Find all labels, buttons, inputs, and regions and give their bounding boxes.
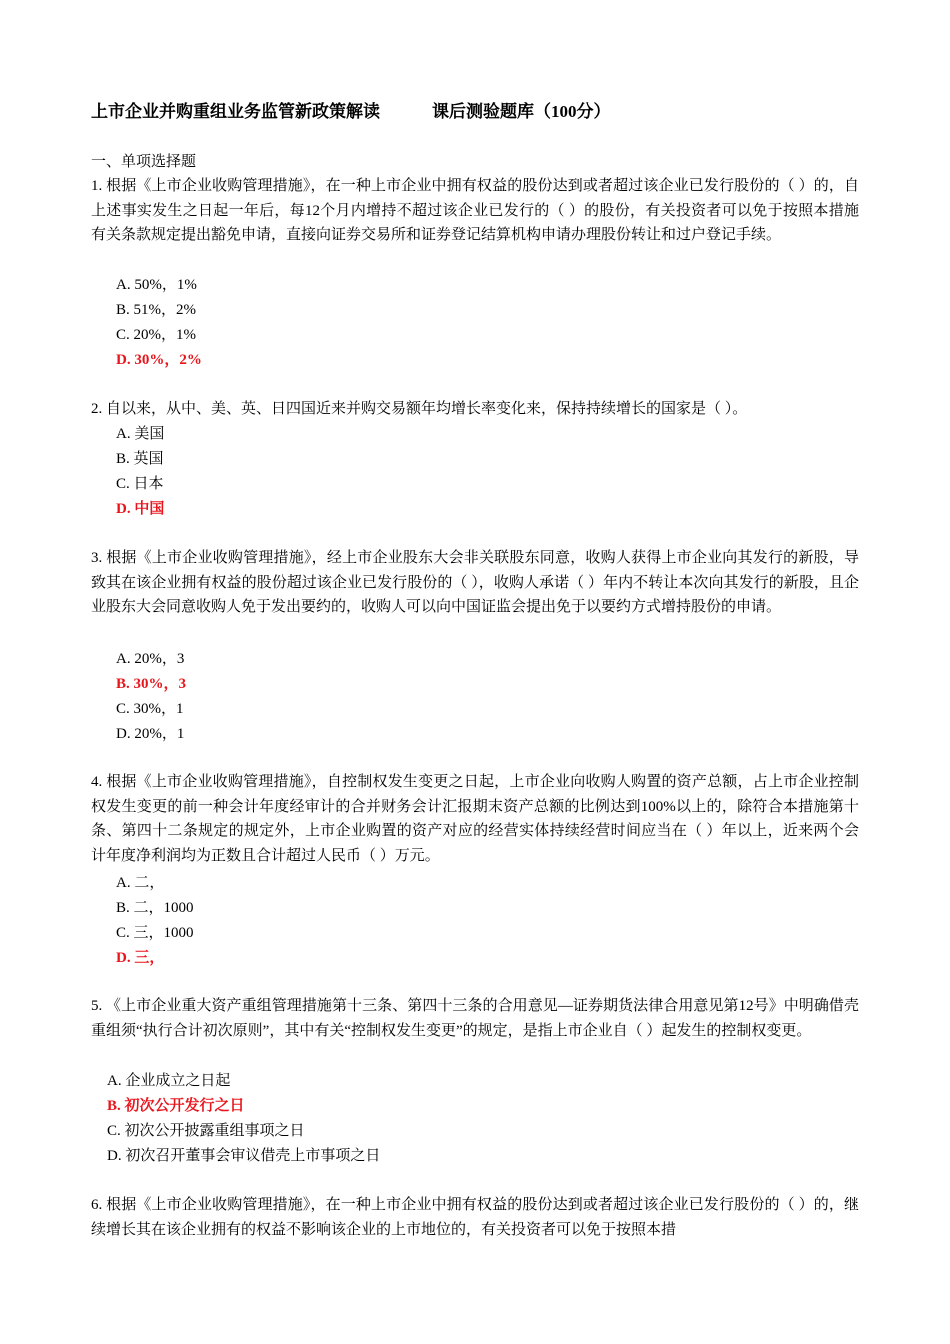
question-5-option-c: C. 初次公开披露重组事项之日 (107, 1122, 305, 1139)
question-2-option-d-correct: D. 中国 (116, 500, 165, 517)
question-3-option-c: C. 30%，1 (116, 700, 184, 717)
question-3-options (116, 647, 186, 747)
title-main: 上市企业并购重组业务监管新政策解读 (91, 102, 380, 121)
question-4-option-a: A. 二， (116, 875, 165, 891)
question-6-text: 6. 根据《上市企业收购管理措施》，在一种上市企业中拥有权益的股份达到或者超过该企业已发行股份的（ ）的，继续增长其在该企业拥有的权益不影响该企业的上市地位的，有关投资者可以免于按照本措 (91, 1197, 859, 1238)
question-4-option-c: C. 三，1000 (116, 924, 194, 941)
question-2-option-a: A. 美国 (116, 426, 165, 442)
question-2-text: 2. 自以来，从中、美、英、日四国近来并购交易额年均增长率变化来，保持持续增长的国家是（ ）。 (91, 401, 748, 417)
question-1-option-b: B. 51%，2% (116, 301, 196, 318)
page-title (91, 100, 859, 124)
question-2-option-b: B. 英国 (116, 450, 164, 467)
question-3-text: 3. 根据《上市企业收购管理措施》，经上市企业股东大会非关联股东同意，收购人获得上市企业向其发行的新股，导致其在该企业拥有权益的股份超过该企业已发行股份的（ ），收购人承诺（ ）年内不转让本次向其发行的新股，且企业股东大会同意收购人免于发出要约的，收购人可以向中国证监会提出免于以要约方式增持股份的申请。 (91, 550, 859, 616)
question-4-options (116, 871, 194, 971)
question-3-option-b-correct: B. 30%，3 (116, 675, 187, 692)
question-5-options (107, 1069, 380, 1169)
question-1-option-c: C. 20%，1% (116, 326, 196, 343)
question-3-option-d: D. 20%，1 (116, 725, 185, 742)
question-4-option-d-correct: D. 三， (116, 949, 165, 966)
title-sub: 课后测验题库（100分） (432, 102, 611, 121)
question-5-option-a: A. 企业成立之日起 (107, 1073, 231, 1089)
question-1-text: 1. 根据《上市企业收购管理措施》，在一种上市企业中拥有权益的股份达到或者超过该企业已发行股份的（ ）的，自上述事实发生之日起一年后，每12个月内增持不超过该企业已发行的（ ）的股份，有关投资者可以免于按照本措施有关条款规定提出豁免申请，直接向证券交易所和证券登记结算机构申请办理股份转让和过户登记手续。 (91, 178, 859, 244)
question-3-option-a: A. 20%，3 (116, 651, 185, 667)
question-4-option-b: B. 二，1000 (116, 899, 194, 916)
question-1-option-a: A. 50%，1% (116, 277, 197, 293)
question-1-options (116, 273, 202, 373)
question-5-option-b-correct: B. 初次公开发行之日 (107, 1097, 245, 1114)
question-5-option-d: D. 初次召开董事会审议借壳上市事项之日 (107, 1147, 381, 1164)
question-5-text: 5. 《上市企业重大资产重组管理措施第十三条、第四十三条的合用意见—证券期货法律合用意见第12号》中明确借壳重组须“执行合计初次原则”，其中有关“控制权发生变更”的规定，是指上市企业自（ ）起发生的控制权变更。 (91, 998, 859, 1039)
question-2-option-c: C. 日本 (116, 475, 164, 492)
question-2-options (116, 422, 164, 522)
section-heading: 一、单项选择题 (91, 154, 197, 170)
question-4-text: 4. 根据《上市企业收购管理措施》，自控制权发生变更之日起，上市企业向收购人购置的资产总额，占上市企业控制权发生变更的前一种会计年度经审计的合并财务会计汇报期末资产总额的比例达到100%以上的，除符合本措施第十条、第四十二条规定的规定外，上市企业购置的资产对应的经营实体持续经营时间应当在（ ）年以上，近来两个会计年度净利润均为正数且合计超过人民币（ ）万元。 (91, 774, 859, 865)
question-1-option-d-correct: D. 30%，2% (116, 351, 202, 368)
